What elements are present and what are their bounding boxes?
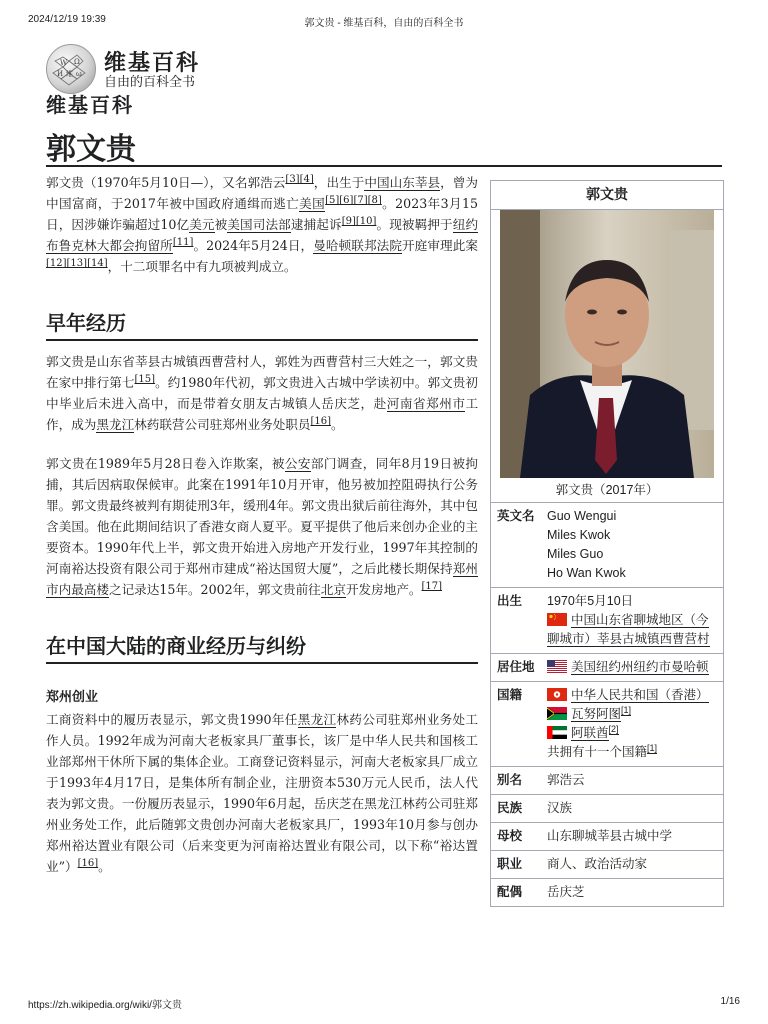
citation-link[interactable]: [285, 174, 299, 185]
infobox-value-line: [547, 545, 717, 564]
citation-link[interactable]: [310, 416, 331, 427]
wiki-link[interactable]: 中华人民共和国（香港）: [571, 688, 709, 702]
wiki-link[interactable]: 河南省: [386, 396, 427, 411]
text-run: 开庭审理此案: [402, 238, 479, 253]
paragraph: [46, 453, 478, 600]
print-page-title: 郭文贵 - 维基百科，自由的百科全书: [304, 18, 464, 29]
infobox-value-line: [547, 526, 717, 545]
citation-link[interactable]: [135, 374, 156, 385]
text-run: ，十二项罪名中有九项被判成立。: [107, 259, 297, 274]
infobox-value-line: [547, 592, 717, 611]
text-run: 。: [331, 417, 344, 432]
wiki-link[interactable]: 公安: [284, 456, 311, 471]
infobox-value: [547, 855, 717, 874]
infobox-label: 职业: [497, 857, 523, 871]
svg-text:ω: ω: [76, 70, 82, 78]
text-run: 工作，成为: [46, 396, 479, 432]
text-run: 林药公司驻郑州业务处工作人员。1992年成为河南大老板家具厂董事长，该厂是中华人民共和国核工业部郑州干休所下属的集体企业。工商登记资料显示，河南大老板家具厂成立于1993年4月17日，是集体所有制企业，注册资本530万元人民币，法人代表为郭文贵。一份履历表显示，1990年6月起，岳庆芝在黑龙江林药公司驻郑州业务处工作，此后随郭文贵创办河南大老板家具厂，1993年10月参与创办郑州裕达置业有限公司（后来变更为河南裕达置业有限公司，以下称“裕达置业”）: [46, 712, 479, 874]
flag-us-icon: [547, 660, 567, 673]
infobox-value-line: [547, 743, 717, 762]
infobox-value-line: [547, 611, 717, 649]
infobox-label: 国籍: [497, 688, 523, 702]
svg-text:维: 维: [66, 70, 73, 78]
print-url: https://zh.wikipedia.org/wiki/郭文贵: [28, 1000, 182, 1011]
wordmark-secondary: 维基百科: [46, 93, 134, 117]
text-run: 汉族: [547, 801, 573, 815]
wiki-link[interactable]: 纽约布鲁克林大都会拘留所: [46, 217, 479, 253]
infobox-row: [491, 794, 723, 822]
infobox-value: [547, 827, 717, 846]
infobox-label: 英文名: [497, 509, 535, 523]
citation-ref[interactable]: [2]: [608, 723, 619, 734]
flag-vu-icon: [547, 707, 567, 720]
text-run: 。2023年3月15日，因涉嫌诈骗超过10亿: [46, 196, 478, 232]
infobox: [490, 180, 724, 907]
print-timestamp: 2024/12/19 19:39: [28, 14, 106, 25]
infobox-value: [547, 592, 717, 649]
infobox-row: [491, 850, 723, 878]
citation-link[interactable]: [353, 195, 367, 206]
wiki-link[interactable]: 黑龙江: [297, 712, 337, 727]
flag-ae-icon: [547, 726, 567, 739]
infobox-value-line: [547, 799, 717, 818]
citation-link[interactable]: [621, 705, 631, 716]
citation-link[interactable]: [46, 258, 67, 269]
citation-link[interactable]: [368, 195, 382, 206]
text-run: 郭浩云: [547, 773, 585, 787]
text-run: ，曾为中国富商，于2017年被中国政府通缉而逃亡: [46, 175, 479, 211]
citation-ref[interactable]: [10]: [355, 215, 377, 227]
citation-ref[interactable]: [3]: [285, 173, 300, 185]
citation-ref[interactable]: [1]: [647, 742, 658, 753]
text-run: 岳庆芝: [547, 885, 585, 899]
citation-ref[interactable]: [11]: [172, 236, 194, 248]
infobox-title: 郭文贵: [491, 181, 723, 210]
subsection-heading-zhengzhou: 郑州创业: [46, 689, 99, 704]
wikipedia-globe-icon: [46, 44, 96, 94]
text-run: Miles Kwok: [547, 528, 611, 542]
portrait-photo[interactable]: [500, 210, 714, 478]
infobox-label: 配偶: [497, 885, 523, 899]
wiki-link[interactable]: 北京: [320, 582, 346, 597]
citation-link[interactable]: [356, 216, 377, 227]
infobox-value-line: [547, 564, 717, 583]
infobox-value-line: [547, 658, 717, 677]
title-divider: [46, 165, 722, 167]
wiki-link[interactable]: 美国纽约州纽约市曼哈顿: [571, 660, 709, 674]
wiki-link[interactable]: 美元: [189, 217, 215, 232]
tagline: 自由的百科全书: [104, 75, 196, 90]
text-run: 商人、政治活动家: [547, 857, 648, 871]
citation-ref[interactable]: [14]: [87, 257, 108, 269]
infobox-value: [547, 883, 717, 902]
infobox-value-line: [547, 827, 717, 846]
infobox-label: 母校: [497, 829, 523, 843]
section-heading-early-life: 早年经历: [46, 307, 478, 341]
wiki-link[interactable]: 阿联酋: [571, 726, 609, 740]
infobox-value-line: [547, 883, 717, 902]
section-heading-business: 在中国大陆的商业经历与纠纷: [46, 630, 478, 664]
infobox-value: [547, 658, 717, 677]
text-run: 。现被羁押于: [376, 217, 453, 232]
infobox-row: [491, 822, 723, 850]
article-body: [46, 172, 478, 895]
infobox-rows: [491, 502, 723, 906]
wiki-link[interactable]: 郑州市内最高楼: [46, 561, 478, 597]
citation-link[interactable]: [339, 195, 353, 206]
infobox-value-line: [547, 705, 717, 724]
citation-ref[interactable]: [8]: [367, 194, 382, 206]
svg-text:И: И: [57, 70, 64, 78]
citation-link[interactable]: [647, 743, 657, 754]
citation-link[interactable]: [87, 258, 108, 269]
lead-paragraph: [46, 172, 478, 277]
citation-link[interactable]: [67, 258, 88, 269]
page-title: 郭文贵: [46, 132, 136, 167]
wiki-link[interactable]: 美国司法部: [227, 217, 291, 232]
paragraph: [46, 351, 478, 435]
citation-ref[interactable]: [4]: [299, 173, 314, 185]
infobox-row: [491, 653, 723, 681]
flag-hk-icon: [547, 688, 567, 701]
infobox-label: 居住地: [497, 660, 535, 674]
text-run: Ho Wan Kwok: [547, 566, 626, 580]
infobox-row: [491, 502, 723, 587]
wiki-link[interactable]: 郑州市: [426, 396, 466, 411]
text-run: 郭文贵（1970年5月10日—），又名郭浩云: [46, 175, 286, 190]
citation-ref[interactable]: [12]: [46, 257, 67, 269]
text-run: ，出生于: [313, 175, 365, 190]
citation-ref[interactable]: [16]: [310, 415, 331, 427]
text-run: 郭文贵是山东省莘县古城镇西曹营村人，郭姓为西曹营村三大姓之一，郭文贵在家中排行第七: [46, 354, 478, 390]
infobox-value-line: [547, 771, 717, 790]
text-run: 逮捕起诉: [290, 217, 342, 232]
infobox-value: [547, 686, 717, 762]
citation-ref[interactable]: [1]: [621, 704, 632, 715]
citation-link[interactable]: [173, 237, 194, 248]
citation-link[interactable]: [325, 195, 339, 206]
wiki-link[interactable]: 中国山东莘县: [364, 175, 441, 190]
citation-ref[interactable]: [7]: [353, 194, 368, 206]
infobox-label: 出生: [497, 594, 523, 608]
infobox-row: [491, 766, 723, 794]
text-run: 之记录达15年。2002年，郭文贵前往: [108, 582, 321, 597]
infobox-value: [547, 507, 717, 583]
infobox-row: [491, 878, 723, 906]
infobox-value-line: [547, 686, 717, 705]
citation-link[interactable]: [342, 216, 356, 227]
citation-link[interactable]: [609, 724, 619, 735]
text-run: 开发房地产。: [345, 582, 422, 597]
infobox-row: [491, 681, 723, 766]
svg-text:Ω: Ω: [74, 58, 80, 66]
text-run: 1970年5月10日: [547, 594, 634, 608]
text-run: 工商资料中的履历表显示，郭文贵1990年任: [46, 712, 298, 727]
citation-ref[interactable]: [5]: [325, 194, 340, 206]
text-run: 。约1980年代初，郭文贵进入古城中学读初中。郭文贵初中毕业后未进入高中，而是带着女朋友古城镇人岳庆芝，赴: [46, 375, 479, 411]
print-page-number: 1/16: [720, 996, 740, 1007]
infobox-value-line: [547, 855, 717, 874]
paragraph: [46, 709, 478, 877]
photo-caption: 郭文贵（2017年）: [555, 483, 659, 497]
citation-ref[interactable]: [13]: [66, 257, 88, 269]
text-run: 部门调查，同年8月19日被拘捕，其后因病取保候审。此案在1991年10月开审，他另被加控阻碍执行公务罪。郭文贵最终被判有期徒刑3年，缓刑4年。郭文贵出狱后前往海外，其中包含美国。他在此期间结识了香港女商人夏平。夏平提供了他后来创办企业的主要资本。1990年代上半，郭文贵开始进入房地产开发行业，1997年其控制的河南裕达投资有限公司于郑州市建成“裕达国贸大厦”，之后此楼长期保持: [46, 456, 478, 576]
text-run: Miles Guo: [547, 547, 604, 561]
infobox-value: [547, 799, 717, 818]
wiki-link[interactable]: 中国山东省聊城地区（今聊城市）莘县古城镇西曹营村: [547, 613, 710, 646]
text-run: 郭文贵在1989年5月28日卷入诈欺案，被: [46, 456, 285, 471]
flag-cn-icon: [547, 613, 567, 626]
text-run: Guo Wengui: [547, 509, 617, 523]
svg-text:W: W: [60, 59, 68, 67]
citation-link[interactable]: [422, 581, 443, 592]
infobox-label: 别名: [497, 773, 523, 787]
text-run: 林药联营公司驻郑州业务处职员: [134, 417, 311, 432]
infobox-value-line: [547, 724, 717, 743]
citation-ref[interactable]: [17]: [421, 580, 443, 592]
wiki-link[interactable]: 黑龙江: [96, 417, 135, 432]
wordmark: 维基百科: [104, 50, 201, 76]
text-run: 。2024年5月24日，: [193, 238, 314, 253]
wiki-link[interactable]: 瓦努阿图: [571, 707, 622, 721]
citation-ref[interactable]: [9]: [341, 215, 356, 227]
text-run: 。: [98, 859, 111, 874]
infobox-value: [547, 771, 717, 790]
citation-ref[interactable]: [16]: [77, 857, 99, 869]
infobox-label: 民族: [497, 801, 523, 815]
citation-ref[interactable]: [6]: [339, 194, 354, 206]
infobox-row: [491, 587, 723, 653]
citation-link[interactable]: [300, 174, 314, 185]
text-run: 山东聊城莘县古城中学: [547, 829, 673, 843]
wiki-link[interactable]: 曼哈顿联邦法院: [313, 238, 402, 253]
citation-link[interactable]: [78, 858, 99, 869]
infobox-value-line: [547, 507, 717, 526]
citation-ref[interactable]: [15]: [134, 373, 156, 385]
text-run: 被: [214, 217, 228, 232]
wiki-link[interactable]: 美国: [299, 196, 326, 211]
text-run: 共拥有十一个国籍: [547, 745, 648, 759]
